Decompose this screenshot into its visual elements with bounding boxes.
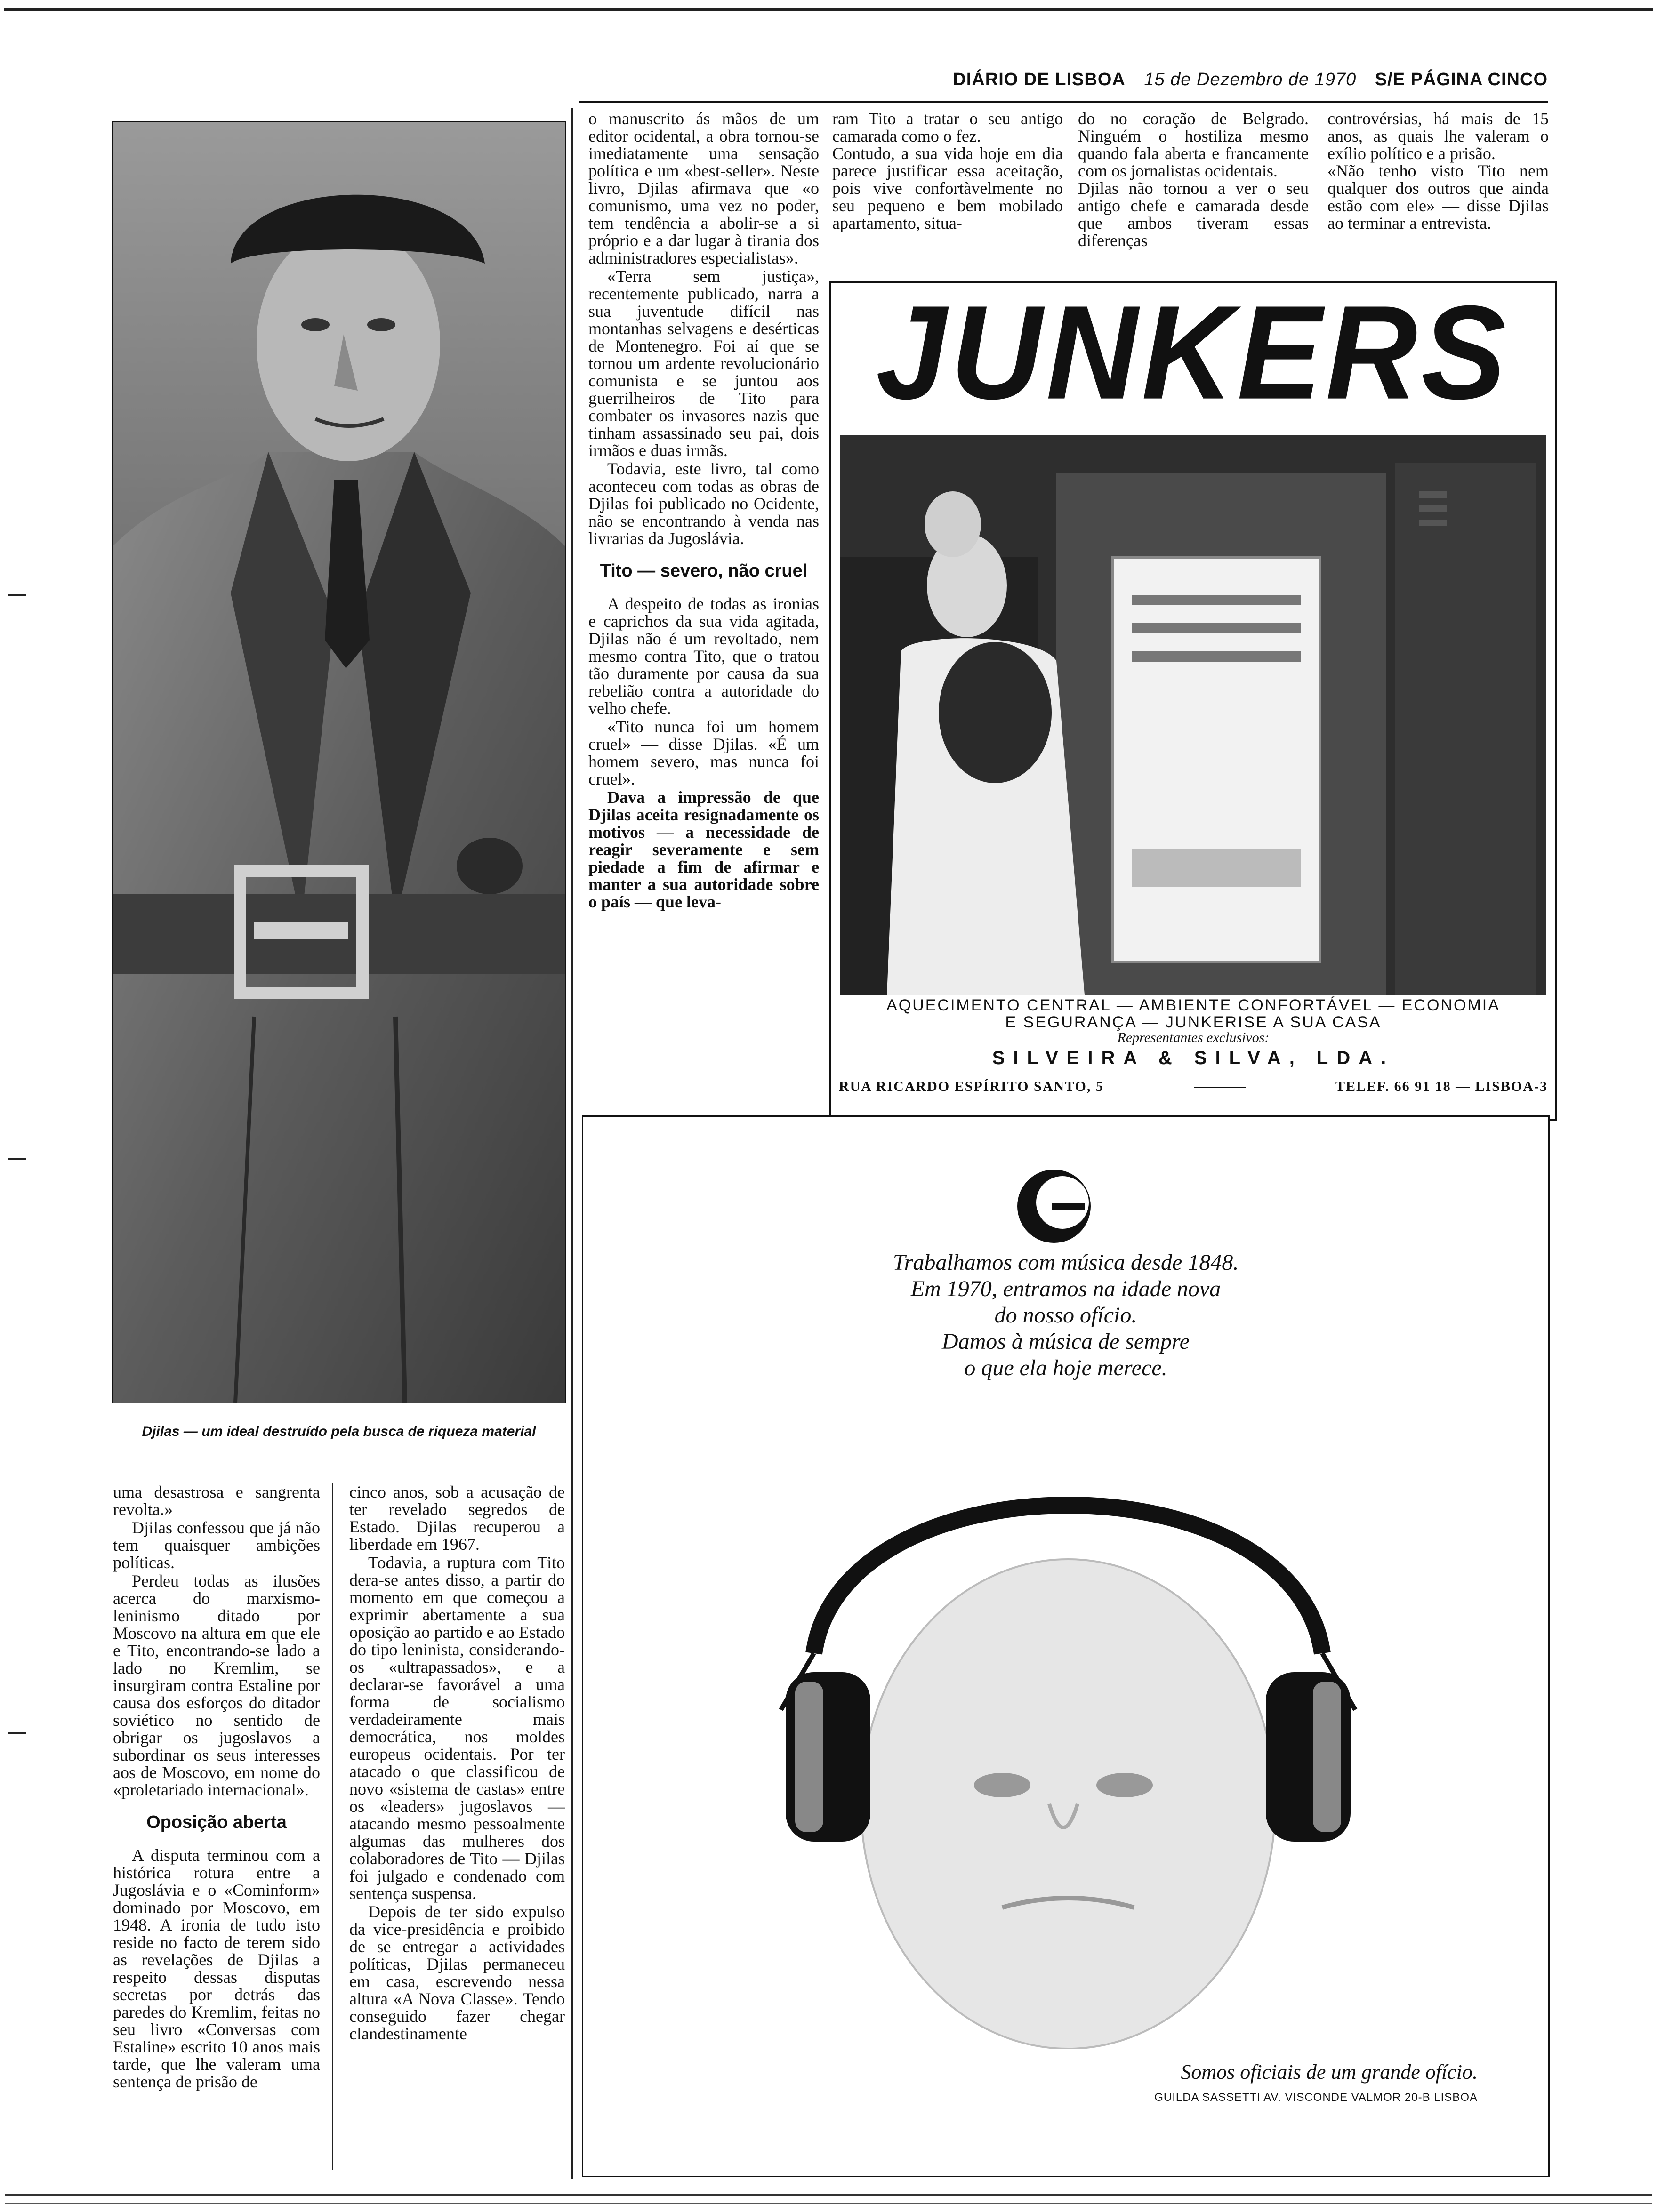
article-column-middle-top xyxy=(588,110,819,912)
ad-slogan-line: Damos à música de sempre xyxy=(941,1329,1190,1354)
article-column-middle-bottom xyxy=(349,1483,565,2044)
ad-junkers-reps: Representantes exclusivos: xyxy=(1117,1030,1270,1045)
article-column-r1: ram Tito a tratar o seu antigo camarada como o fez. Contudo, a sua vida hoje em dia parece justificar essa aceitação, pois vive confortàvelmente no seu pequeno e bem mobilado apartamento, situa- xyxy=(832,109,1063,232)
ad-music-store xyxy=(582,1115,1550,2177)
page-header xyxy=(579,70,1548,98)
article-column-r3: controvérsias, há mais de 15 anos, as quais lhe valeram o exílio político e a prisão. «Não tenho visto Tito nem qualquer dos outros que ainda estão com ele» — disse Djilas ao terminar a entrevista. xyxy=(1327,109,1549,232)
header-rule xyxy=(579,101,1548,103)
paragraph: Perdeu todas as ilusões acerca do marxismo-leninismo ditado por Moscovo na altura em que ele e Tito, encontrando-se lado a lado no Kremlim, se insurgiram contra Estaline por causa dos esforços do ditador soviético no sentido de obrigar os jugoslavos a subordinar os seus interesses aos de Moscovo, em nome do «proletariado internacional». xyxy=(113,1571,320,1799)
paragraph: Depois de ter sido expulso da vice-presidência e proibido de se entregar a actividades políticas, Djilas permaneceu em casa, escrevendo nessa altura «A Nova Classe». Tendo conseguido fazer chegar clandestinamente xyxy=(349,1902,565,2043)
ad-photo-woman-heater xyxy=(840,435,1546,995)
column-rule xyxy=(332,1483,333,2170)
ad-junkers-phone: TELEF. 66 91 18 — LISBOA-3 xyxy=(1335,1079,1548,1094)
ad-slogan-line: do nosso ofício. xyxy=(994,1303,1137,1328)
paragraph: Djilas confessou que já não tem quaisquer ambições políticas. xyxy=(113,1518,320,1572)
paragraph: cinco anos, sob a acusação de ter revelado segredos de Estado. Djilas recuperou a liberdade em 1967. xyxy=(349,1483,565,1554)
djilas-photo xyxy=(112,121,566,1403)
ad-slogan-line: Em 1970, entramos na idade nova xyxy=(910,1276,1221,1301)
paragraph: A disputa terminou com a histórica rotura entre a Jugoslávia e o «Cominform» dominado por Moscovo, em 1948. A ironia de tudo isto reside no facto de terem sido as revelações de Djilas a respeito dessas disputas secretas por detrás das paredes do Kremlim, feitas no seu livro «Conversas com Estaline» escrito 10 anos mais tarde, que lhe valeram uma sentença de prisão de xyxy=(113,1846,320,2091)
paragraph: «Terra sem justiça», recentemente publicado, narra a sua juventude difícil nas montanhas selvagens e desérticas de Montenegro. Foi aí que se tornou um ardente revolucionário comunista e se juntou aos guerrilheiros de Tito para combater os invasores nazis que tinham assassinado seu pai, dois irmãos e duas irmãs. xyxy=(588,267,819,460)
ad-slogan-line: Trabalhamos com música desde 1848. xyxy=(893,1250,1239,1275)
article-column-left xyxy=(113,1483,320,2092)
margin-mark xyxy=(8,594,26,596)
photo-caption: Djilas — um ideal destruído pela busca de riqueza material xyxy=(142,1424,536,1439)
ad-junkers-tagline-2: E SEGURANÇA — JUNKERISE A SUA CASA xyxy=(1005,1013,1382,1031)
page-top-rule xyxy=(4,8,1653,11)
page-bottom-rule xyxy=(5,2194,1652,2196)
ad-slogan-line: o que ela hoje merece. xyxy=(964,1355,1167,1380)
paragraph: o manuscrito ás mãos de um editor ocidental, a obra tornou-se imediatamente uma sensação política e um «best-seller». Neste livro, Djilas afirmava que «o comunismo, uma vez no poder, tem tendência a abolir-se a si próprio e a dar lugar à tirania dos administradores especialistas». xyxy=(588,109,819,267)
paragraph: Dava a impressão de que Djilas aceita resignadamente os motivos — a necessidade de reagir severamente e sem piedade a fim de afirmar e manter a sua autoridade sobre o país — que leva- xyxy=(588,788,819,911)
page-number: S/E PÁGINA CINCO xyxy=(1375,70,1548,89)
heater-illustration xyxy=(840,435,1546,995)
ad-address: GUILDA SASSETTI AV. VISCONDE VALMOR 20-B LISBOA xyxy=(1154,2091,1478,2104)
paragraph: A despeito de todas as ironias e caprichos da sua vida agitada, Djilas não é um revoltado, nem mesmo contra Tito, que o tratou tão duramente por causa da sua rebelião contra a autoridade do velho chefe. xyxy=(588,594,819,718)
column-rule xyxy=(571,108,573,2179)
paragraph: Todavia, este livro, tal como aconteceu com todas as obras de Djilas foi publicado no Ocidente, não se encontrando à venda nas livrarias da Jugoslávia. xyxy=(588,459,819,548)
junkers-logo: JUNKERS xyxy=(876,278,1510,427)
brand-logo-icon xyxy=(1007,1164,1101,1249)
divider xyxy=(1194,1079,1246,1088)
ad-tagline: Somos oficiais de um grande ofício. xyxy=(1181,2060,1478,2084)
ad-junkers-contact xyxy=(839,1079,1548,1095)
paragraph: Todavia, a ruptura com Tito dera-se antes disso, a partir do momento em que começou a exprimir abertamente a sua oposição ao partido e ao Estado do tipo leninista, considerando-os «ultrapassados», e a declarar-se favorável a uma forma de socialismo verdadeiramente mais democrática, nos moldes europeus ocidentais. Por ter atacado o que classificou de novo «sistema de castas» entre os «leaders» jugoslavos — atacando mesmo pessoalmente algumas das mulheres dos colaboradores de Tito — Djilas foi julgado e condenado com sentença suspensa. xyxy=(349,1553,565,1903)
newspaper-name: DIÁRIO DE LISBOA xyxy=(953,70,1126,89)
margin-mark xyxy=(8,1732,26,1734)
headphones-baby-illustration xyxy=(701,1446,1435,2049)
ad-junkers-company: SILVEIRA & SILVA, LDA. xyxy=(992,1048,1395,1068)
issue-date: 15 de Dezembro de 1970 xyxy=(1144,70,1357,89)
ad-junkers xyxy=(829,278,1557,1121)
page-bottom-rule xyxy=(5,2203,1652,2204)
paragraph: «Tito nunca foi um homem cruel» — disse Djilas. «É um homem severo, mas nunca foi cruel». xyxy=(588,717,819,788)
ad-junkers-address: RUA RICARDO ESPÍRITO SANTO, 5 xyxy=(839,1079,1104,1094)
margin-mark xyxy=(8,1158,26,1160)
subheading-tito: Tito — severo, não cruel xyxy=(600,561,808,581)
article-column-r2: do no coração de Belgrado. Ninguém o hostiliza mesmo quando fala aberta e francamente com os jornalistas ocidentais. Djilas não tornou a ver o seu antigo chefe e camarada desde que ambos tiveram essas diferenças xyxy=(1078,109,1309,250)
ad-junkers-tagline-1: AQUECIMENTO CENTRAL — AMBIENTE CONFORTÁVEL — ECONOMIA xyxy=(886,996,1500,1014)
portrait-illustration xyxy=(113,122,565,1403)
ad-slogan xyxy=(583,1250,1548,1381)
subheading-oposicao: Oposição aberta xyxy=(146,1812,287,1832)
paragraph: uma desastrosa e sangrenta revolta.» xyxy=(113,1483,320,1519)
